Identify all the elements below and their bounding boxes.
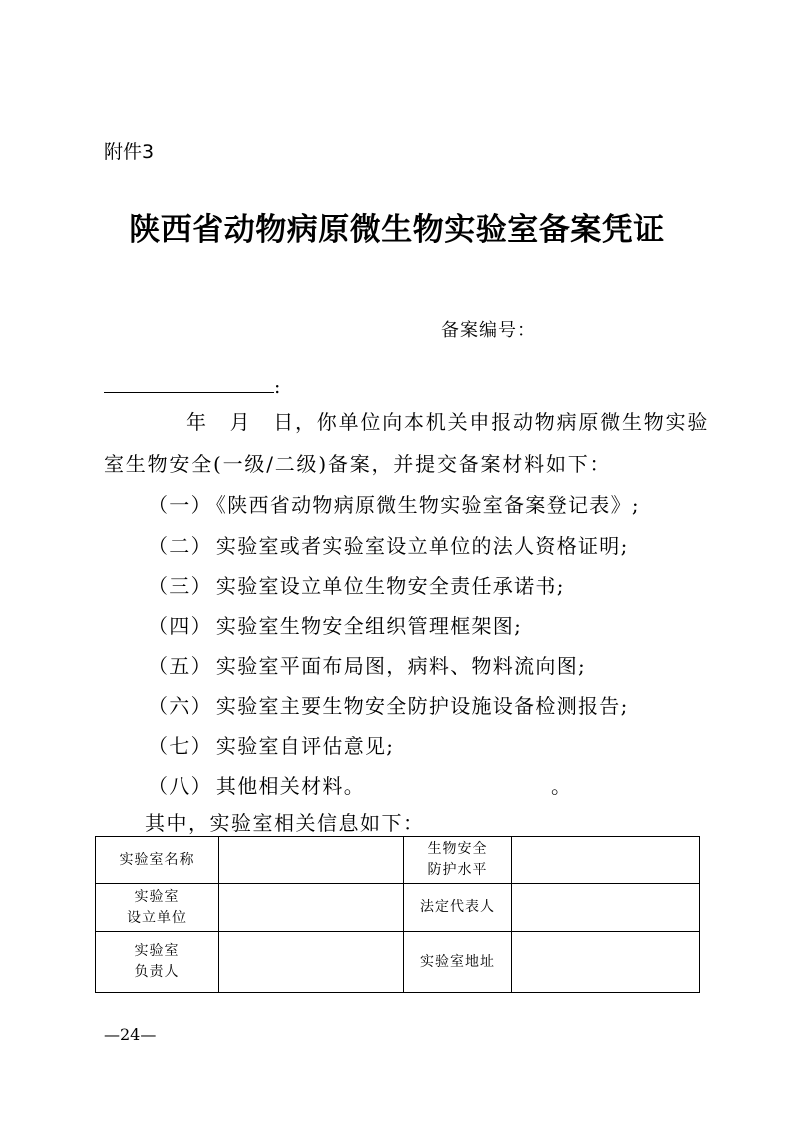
list-item-text: 实验室设立单位生物安全责任承诺书;	[215, 574, 565, 598]
biosafety-level-value[interactable]	[512, 837, 700, 884]
list-item-text: 实验室或者实验室设立单位的法人资格证明;	[215, 534, 629, 558]
list-item-number: （四）	[148, 614, 212, 638]
list-item-number: （一）	[148, 493, 212, 517]
establishing-unit-label: 实验室 设立单位	[96, 884, 219, 932]
lab-head-value[interactable]	[219, 932, 404, 993]
filing-number-label: 备案编号：	[441, 320, 536, 341]
addressee-line	[104, 376, 280, 398]
lab-address-value[interactable]	[512, 932, 700, 993]
list-item-number: （五）	[148, 654, 212, 678]
lab-name-value[interactable]	[219, 837, 404, 884]
table-intro: 其中，实验室相关信息如下：	[145, 811, 425, 835]
biosafety-level-label: 生物安全 防护水平	[404, 837, 512, 884]
page-number: —24—	[104, 1025, 157, 1044]
list-item	[148, 690, 629, 719]
intro-paragraph-line2: 室生物安全(一级/二级)备案，并提交备案材料如下：	[104, 452, 612, 476]
list-item-number: （六）	[148, 694, 212, 718]
list-item	[148, 610, 522, 639]
list-item	[148, 650, 586, 679]
table-row	[96, 837, 700, 884]
list-item-number: （七）	[148, 734, 212, 758]
list-item-number: （八）	[148, 774, 212, 798]
establishing-unit-value[interactable]	[219, 884, 404, 932]
list-item-text: 其他相关材料。	[215, 774, 366, 798]
table-row	[96, 884, 700, 932]
lab-info-table	[95, 836, 700, 993]
table-row	[96, 932, 700, 993]
list-item	[148, 530, 629, 559]
intro-paragraph-line1: 年 月 日，你单位向本机关申报动物病原微生物实验	[186, 410, 710, 434]
lab-head-label: 实验室 负责人	[96, 932, 219, 993]
list-item	[148, 570, 565, 599]
lab-name-label: 实验室名称	[96, 837, 219, 884]
list-item-text: 实验室平面布局图，病料、物料流向图;	[215, 654, 587, 678]
list-item-text: 实验室生物安全组织管理框架图;	[215, 614, 523, 638]
list-item	[148, 489, 640, 518]
list-item-number: （二）	[148, 534, 212, 558]
legal-representative-label: 法定代表人	[404, 884, 512, 932]
legal-representative-value[interactable]	[512, 884, 700, 932]
list-item-text: 《陕西省动物病原微生物实验室备案登记表》;	[215, 493, 640, 517]
list-item	[148, 770, 365, 799]
list-item	[148, 730, 394, 759]
list-item-number: （三）	[148, 574, 212, 598]
lab-address-label: 实验室地址	[404, 932, 512, 993]
attachment-label: 附件3	[104, 141, 155, 163]
list-item-text: 实验室主要生物安全防护设施设备检测报告;	[215, 694, 629, 718]
page-title: 陕西省动物病原微生物实验室备案凭证	[129, 212, 665, 248]
addressee-blank	[104, 378, 274, 393]
trailing-mark: 。	[551, 774, 571, 798]
list-item-text: 实验室自评估意见;	[215, 734, 395, 758]
addressee-suffix: :	[274, 376, 281, 398]
